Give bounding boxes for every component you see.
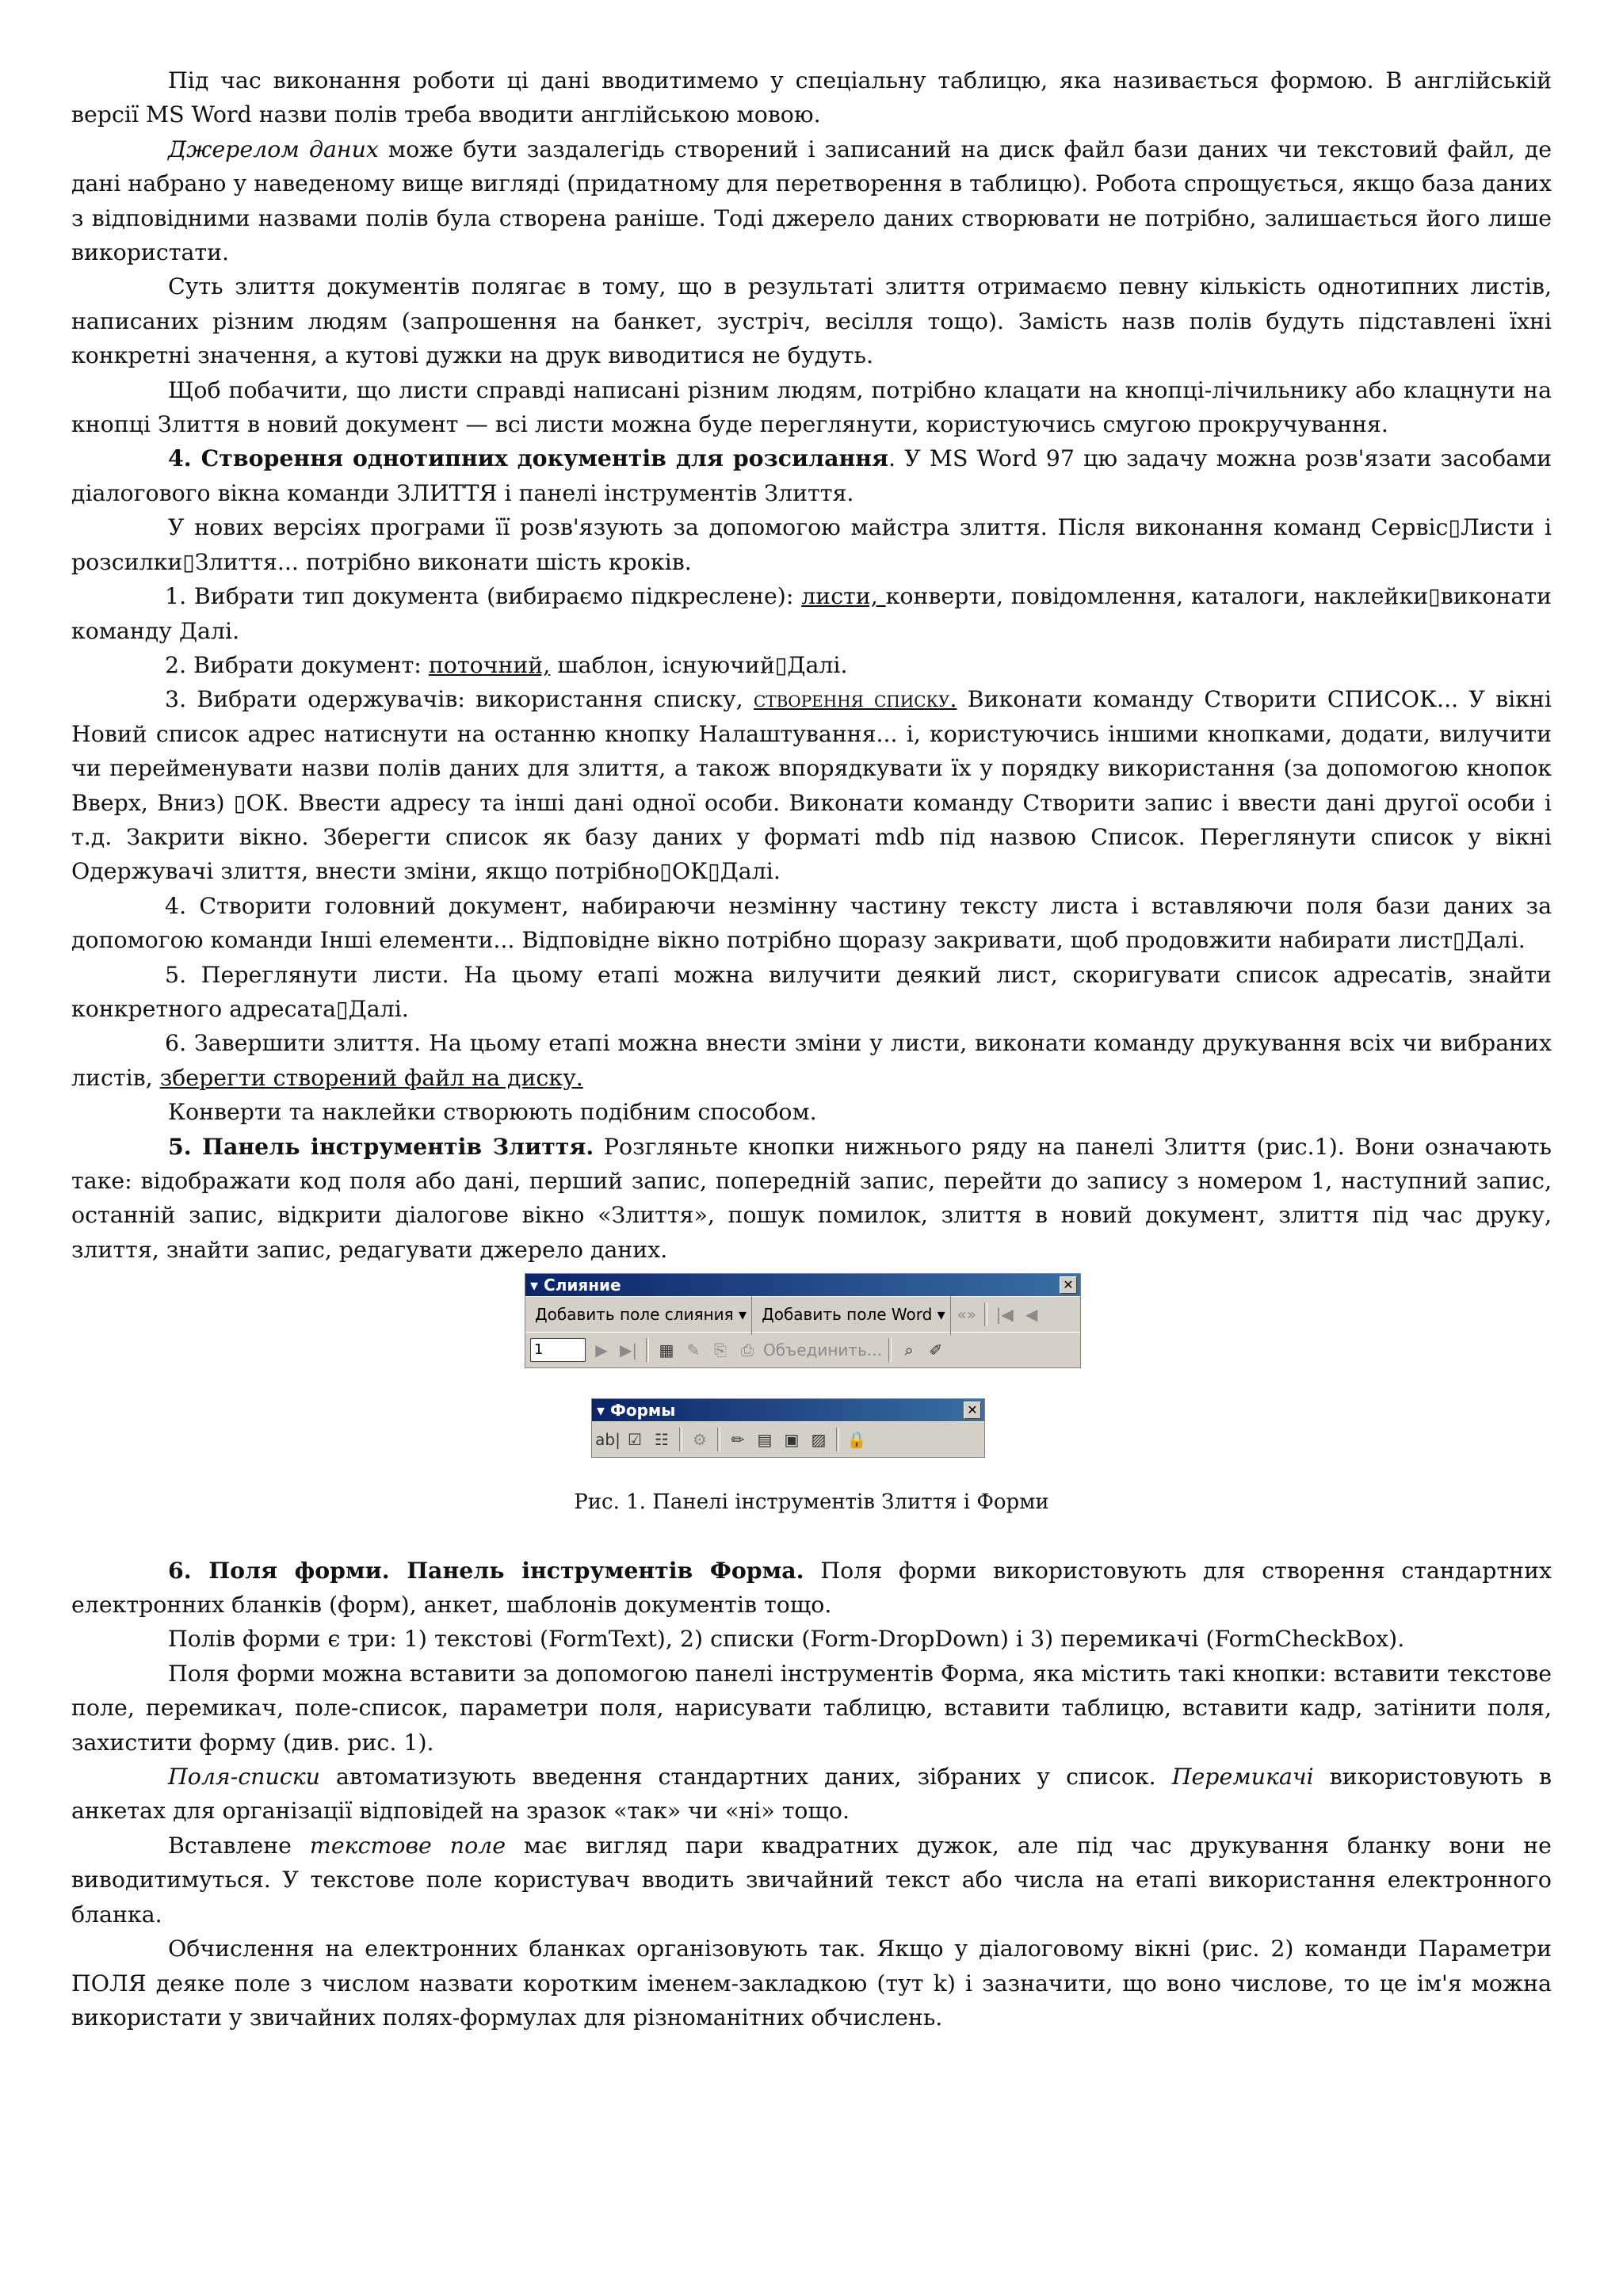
- section-heading: 5. Панель інструментів Злиття.: [168, 1132, 594, 1160]
- figure-caption: Рис. 1. Панелі інструментів Злиття і Форми: [574, 1490, 1049, 1515]
- paragraph: У нових версіях програми її розв'язують за допомогою майстра злиття. Після виконання команд Сервіс▯Листи і розсилки▯Злиття... потрібно виконати шість кроків.: [71, 514, 1552, 575]
- section-heading-paragraph: 4. Створення однотипних документів для розсилання. У MS Word 97 цю задачу можна розв'язати засобами діалогового вікна команди ЗЛИТТЯ і панелі інструментів Злиття.: [71, 444, 1552, 506]
- figure-toolbars: [71, 1273, 1552, 1481]
- insert-table-icon[interactable]: ▤: [757, 1429, 773, 1449]
- add-merge-field-dropdown[interactable]: Добавить поле слияния ▾: [530, 1295, 752, 1335]
- paragraph: Обчислення на електронних бланках організовують так. Якщо у діалоговому вікні (рис. 2) команди Параметри ПОЛЯ деяке поле з числом назвати коротким іменем-закладкою (тут k) і зазначити, що воно числове, то це ім'я можна використати у звичайних полях-формулах для різноманітних обчислень.: [71, 1936, 1552, 2031]
- last-record-icon[interactable]: ▶|: [619, 1340, 638, 1360]
- merge-printer-icon[interactable]: ⎙: [741, 1340, 754, 1360]
- merge-button-label[interactable]: Объединить...: [763, 1340, 882, 1360]
- paragraph: Вставлене текстове поле має вигляд пари квадратних дужок, але під час друкування бланку вони не виводитимуться. У текстове поле користувач вводить звичайний текст або числа на етапі використання електронного бланка.: [71, 1832, 1552, 1928]
- insert-frame-icon[interactable]: ▣: [784, 1429, 800, 1449]
- paragraph: Поля-списки автоматизують введення стандартних даних, зібраних у список. Перемикачі використовують в анкетах для організації відповідей на зразок «так» чи «ні» тощо.: [71, 1764, 1552, 1825]
- record-number-input[interactable]: 1: [530, 1338, 586, 1362]
- first-record-icon[interactable]: |◀: [995, 1304, 1014, 1324]
- lock-icon[interactable]: 🔒: [846, 1429, 867, 1449]
- emphasis: Джерелом даних: [168, 135, 379, 162]
- merge-toolbar-row-2: [525, 1332, 1080, 1367]
- section-heading: 6. Поля форми. Панель інструментів Форма.: [168, 1556, 804, 1584]
- merge-toolbar: [525, 1273, 1081, 1368]
- step-item: 1. Вибрати тип документа (вибираємо підкреслене): листи, конверти, повідомлення, каталоги, наклейки▯виконати команду Далі.: [71, 583, 1552, 644]
- forms-toolbar-row: [592, 1421, 984, 1457]
- section-heading: 4. Створення однотипних документів для розсилання: [168, 444, 889, 472]
- text-field-icon[interactable]: ab|: [595, 1429, 621, 1449]
- merge-toolbar-title: ▾ Слияние ✕: [525, 1274, 1080, 1296]
- field-options-icon[interactable]: ⚙: [693, 1429, 707, 1449]
- next-record-icon[interactable]: ▶: [595, 1340, 608, 1360]
- paragraph: Конверти та наклейки створюють подібним способом.: [168, 1099, 817, 1126]
- paragraph: Під час виконання роботи ці дані вводитимемо у спеціальну таблицю, яка називається формою. В англійській версії MS Word назви полів треба вводити англійською мовою.: [71, 67, 1552, 128]
- draw-table-icon[interactable]: ✏: [731, 1429, 745, 1449]
- add-word-field-dropdown[interactable]: Добавить поле Word ▾: [757, 1295, 951, 1335]
- paragraph: Полів форми є три: 1) текстові (FormText), 2) списки (Form-DropDown) і 3) перемикачі (FormCheckBox).: [168, 1626, 1405, 1653]
- find-record-icon[interactable]: ⌕: [904, 1340, 914, 1360]
- paragraph: Суть злиття документів полягає в тому, що в результаті злиття отримаємо певну кількість однотипних листів, написаних різним людям (запрошення на банкет, зустріч, весілля тощо). Замість назв полів будуть підставлені їхні конкретні значення, а кутові дужки на друк виводитися не будуть.: [71, 273, 1552, 369]
- section-heading-paragraph: 5. Панель інструментів Злиття. Розгляньте кнопки нижнього ряду на панелі Злиття (рис.1). Вони означають таке: відображати код поля або дані, перший запис, попередній запис, перейти до запису з номером 1, наступний запис, останній запис, відкрити діалогове вікно «Злиття», пошук помилок, злиття в новий документ, злиття під час друку, злиття, знайти запис, редагувати джерело даних.: [71, 1132, 1552, 1263]
- edit-data-source-icon[interactable]: ✐: [929, 1340, 943, 1360]
- close-icon[interactable]: ✕: [1060, 1276, 1077, 1294]
- step-item: 3. Вибрати одержувачів: використання списку, створення списку. Виконати команду Створити СПИСОК... У вікні Новий список адрес натиснути на останню кнопку Налаштування... і, користуючись іншими кнопками, додати, вилучити чи перейменувати назви полів даних для злиття, а також впорядкувати їх у порядку використання (за допомогою кнопок Вверх, Вниз) ▯ОК. Ввести адресу та інші дані одної особи. Виконати команду Створити запис і ввести дані другої особи і т.д. Закрити вікно. Зберегти список як базу даних у форматі mdb під назвою Список. Переглянути список у вікні Одержувачі злиття, внести зміни, якщо потрібно▯ОК▯Далі.: [71, 686, 1552, 885]
- step-item: 5. Переглянути листи. На цьому етапі можна вилучити деякий лист, скоригувати список адресатів, знайти конкретного адресата▯Далі.: [71, 961, 1552, 1022]
- step-item: 2. Вибрати документ: поточний, шаблон, існуючий▯Далі.: [165, 651, 848, 678]
- section-heading-paragraph: 6. Поля форми. Панель інструментів Форма. Поля форми використовують для створення стандартних електронних бланків (форм), анкет, шаблонів документів тощо.: [71, 1556, 1552, 1619]
- close-icon[interactable]: ✕: [964, 1402, 981, 1419]
- merge-new-document-icon[interactable]: ⎘: [714, 1340, 727, 1360]
- merge-toolbar-row-1: [525, 1296, 1080, 1332]
- forms-toolbar-title: ▾ Формы ✕: [592, 1399, 984, 1421]
- paragraph: Щоб побачити, що листи справді написані різним людям, потрібно клацати на кнопці-лічильнику або клацнути на кнопці Злиття в новий документ — всі листи можна буде переглянути, користуючись смугою прокручування.: [71, 376, 1552, 438]
- check-errors-icon[interactable]: ✎: [686, 1340, 701, 1360]
- merge-dialog-icon[interactable]: ▦: [659, 1340, 674, 1360]
- forms-toolbar: [591, 1398, 985, 1458]
- shade-fields-icon[interactable]: ▨: [811, 1429, 827, 1449]
- view-merged-data-icon[interactable]: «»: [957, 1304, 976, 1324]
- step-item: 6. Завершити злиття. На цьому етапі можна внести зміни у листи, виконати команду друкування всіх чи вибраних листів, зберегти створений файл на диску.: [71, 1030, 1552, 1091]
- paragraph: Джерелом даних може бути заздалегідь створений і записаний на диск файл бази даних чи текстовий файл, де дані набрано у наведеному вище вигляді (придатному для перетворення в таблицю). Робота спрощується, якщо база даних з відповідними назвами полів була створена раніше. Тоді джерело даних створювати не потрібно, залишається його лише використати.: [71, 135, 1552, 266]
- previous-record-icon[interactable]: ◀: [1025, 1304, 1038, 1324]
- document-page: [71, 63, 1552, 2035]
- paragraph: Поля форми можна вставити за допомогою панелі інструментів Форма, яка містить такі кнопки: вставити текстове поле, перемикач, поле-список, параметри поля, нарисувати таблицю, вставити таблицю, вставити кадр, затінити поля, захистити форму (див. рис. 1).: [71, 1660, 1552, 1756]
- dropdown-field-icon[interactable]: ☷: [655, 1429, 669, 1449]
- checkbox-icon[interactable]: ☑: [628, 1429, 642, 1449]
- step-item: 4. Створити головний документ, набираючи незмінну частину тексту листа і вставляючи поля бази даних за допомогою команди Інші елементи... Відповідне вікно потрібно щоразу закривати, щоб продовжити набирати лист▯Далі.: [71, 892, 1552, 954]
